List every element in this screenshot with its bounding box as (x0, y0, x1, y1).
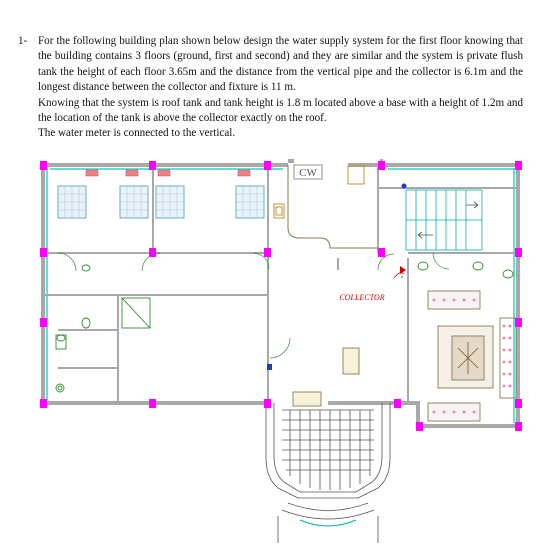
question-paragraph-2: Knowing that the system is roof tank and tank height is 1.8 m located above a base with a height of 1.2m and the location of the tank is above the collector exactly on the roof. (38, 96, 523, 125)
cw-label: CW (299, 167, 317, 179)
question-number: 1- (18, 35, 28, 47)
kitchen-counter (274, 165, 378, 248)
collector-label: COLLECTOR (339, 293, 385, 302)
staircase (406, 190, 482, 250)
vertical-pipe-icon (267, 364, 272, 370)
entrance-terrace (266, 403, 390, 543)
terrace-steps (300, 520, 356, 526)
question-paragraph-3: The water meter is connected to the vertical. (38, 127, 236, 140)
floor-plan-drawing (38, 158, 528, 543)
pillows (86, 170, 250, 176)
water-meter-icon (402, 184, 407, 189)
question-text (18, 34, 523, 142)
door-swings (58, 253, 449, 358)
question-paragraph-1: For the following building plan shown below design the water supply system for the first floor knowing that the building contains 3 floors (ground, first and second) and they are similar and the system is private flush tank the height of each floor 3.65m and the distance from the vertical pipe and the collector is 6.1m and the longest distance between the collector and fixture is 11 m. (38, 35, 523, 94)
